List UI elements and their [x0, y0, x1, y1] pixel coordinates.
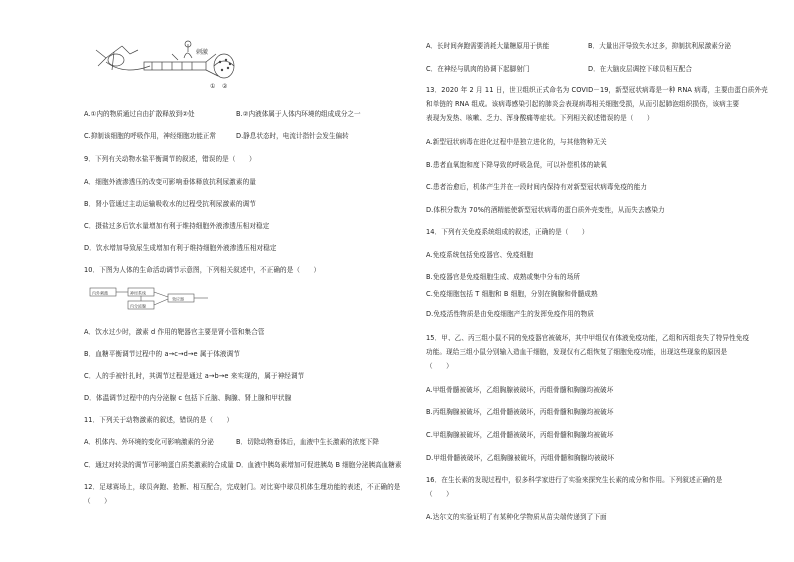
diagram-label-stimulus: 刺激 [196, 49, 209, 56]
q9-option-d: D．饮水增加导致尿生成增加有利于维持细胞外液渗透压相对稳定 [84, 244, 277, 252]
q10-stem: 10．下图为人体的生命活动调节示意图，下列相关叙述中，不正确的是（ ） [84, 266, 321, 274]
q9-option-a: A．细胞外液渗透压的改变可影响垂体释放抗利尿激素的量 [84, 178, 256, 186]
q15-option-d: D.甲组骨髓被破坏，乙组胸腺被破坏，丙组骨髓和胸腺均被破坏 [426, 454, 615, 462]
q10-option-a: A．饮水过少时，激素 d 作用的靶器官主要是肾小管和集合管 [84, 328, 265, 336]
q13-stem-line3: 表现为发热、咳嗽、乏力、浑身酸痛等症状。下列相关叙述错误的是（ ） [426, 114, 654, 122]
q15-stem-line2: 功能。现给三组小鼠分别输入造血干细胞，发现仅有乙组恢复了细胞免疫功能，出现这些现象的原因是 [426, 348, 728, 356]
q12-option-c: C．在神经与肌肉的协调下起脚射门 [426, 65, 530, 73]
q12-option-a: A．长时间奔跑需要消耗大量糖原用于供能 [426, 42, 550, 50]
q15-option-b: B.丙组胸腺被破坏，乙组骨髓被破坏，丙组骨髓和胸腺均被破坏 [426, 408, 614, 416]
q14-option-d: D.免疫活性物质是由免疫细胞产生的发挥免疫作用的物质 [426, 310, 595, 318]
regulation-flow-diagram [88, 286, 228, 312]
q11-option-c: C．通过对转录的调节可影响蛋白质类激素的合成量 [84, 461, 234, 469]
q13-option-c: C.患者治愈后，机体产生并在一段时间内保持有对新型冠状病毒免疫的能力 [426, 183, 648, 191]
q12-option-b: B．大量出汗导致失水过多，抑制抗利尿激素分泌 [588, 42, 731, 50]
q14-stem: 14．下列有关免疫系统组成的叙述，正确的是（ ） [426, 228, 589, 236]
q8-option-d: D.静息状态时，电流计指针会发生偏转 [236, 132, 349, 140]
q15-option-c: C.甲组胸腺被破坏，乙组骨髓被破坏，丙组骨髓和胸腺均被破坏 [426, 431, 614, 439]
q13-option-b: B.患者血氧饱和度下降导致的呼吸急促，可以补偿机体的缺氧 [426, 161, 607, 169]
flow-box-4: 效应器 [172, 296, 184, 302]
neuron-diagram [92, 40, 242, 92]
q16-option-a: A.达尔文的实验证明了有某种化学物质从苗尖端传递到了下面 [426, 513, 607, 521]
q10-option-b: B．血糖平衡调节过程中的 a→c→d→e 属于体液调节 [84, 350, 240, 358]
q9-stem: 9．下列有关动物水盐平衡调节的叙述，错误的是（ ） [84, 155, 256, 163]
q12-stem-line1: 12．足球赛场上，球员奔跑、抢断、相互配合，完成射门。对比赛中球员机体生理功能的表述，不正确的是 [84, 483, 401, 491]
flow-box-2: 神经系统 [130, 290, 146, 296]
q13-stem-line1: 13．2020 年 2 月 11 日，世卫组织正式命名为 COVID－19，新型冠状病毒是一种 RNA 病毒，主要由蛋白质外壳 [426, 86, 768, 94]
q11-option-a: A．机体内、外环境的变化可影响激素的分泌 [84, 438, 214, 446]
q14-option-a: A.免疫系统包括免疫器官、免疫细胞 [426, 251, 534, 259]
q11-option-d: D．血液中胰岛素增加可促进胰岛 B 细胞分泌胰高血糖素 [236, 461, 402, 469]
q14-option-c: C.免疫细胞包括 T 细胞和 B 细胞，分别在胸腺和骨髓成熟 [426, 290, 598, 298]
q13-stem-line2: 和单链的 RNA 组成。该病毒感染引起的肺炎会表现病毒相关细胞受损，从而引起肺泡组织损伤，该病主要 [426, 100, 740, 108]
flow-box-3: 内分泌腺 [130, 303, 146, 309]
q14-option-b: B.免疫器官是免疫细胞生成、成熟或集中分布的场所 [426, 273, 581, 281]
q16-stem-line2: （ ） [426, 490, 453, 498]
q15-option-a: A.甲组骨髓被破坏，乙组胸腺被破坏，丙组骨髓和胸腺均被破坏 [426, 386, 614, 394]
q13-option-d: D.体积分数为 70%的酒精能使新型冠状病毒的蛋白质外壳变性，从而失去感染力 [426, 206, 665, 214]
q16-stem-line1: 16．在生长素的发现过程中，很多科学家进行了实验来探究生长素的成分和作用。下列叙述正确的是 [426, 476, 723, 484]
diagram-label-1: ① [210, 83, 216, 90]
q9-option-b: B．肾小管通过主动运输吸收水的过程受抗利尿激素的调节 [84, 200, 256, 208]
q8-option-b: B.②内液体属于人体内环境的组成成分之一 [236, 110, 361, 118]
diagram-label-2: ② [222, 83, 228, 90]
flow-box-1: 内外刺激 [92, 290, 108, 296]
q11-option-b: B．切除动物垂体后，血液中生长激素的浓度下降 [236, 438, 379, 446]
q8-option-a: A.①内的物质通过自由扩散释放到②处 [84, 110, 195, 118]
q15-stem-line3: （ ） [426, 362, 453, 370]
q8-option-c: C.抑制该细胞的呼吸作用，神经细胞功能正常 [84, 132, 216, 140]
q11-stem: 11．下列关于动物激素的叙述，错误的是（ ） [84, 416, 234, 424]
q15-stem-line1: 15．甲、乙、丙三组小鼠不同的免疫器官被破坏，其中甲组仅有体液免疫功能，乙组和丙组丧失了特异性免疫 [426, 334, 750, 342]
q10-option-c: C．人的手被针扎时，其调节过程是通过 a→b→e 来实现的，属于神经调节 [84, 372, 305, 380]
q10-option-d: D．体温调节过程中的内分泌腺 c 包括下丘脑、胸腺、肾上腺和甲状腺 [84, 394, 292, 402]
q12-option-d: D．在大脑皮层调控下球员相互配合 [588, 65, 692, 73]
q12-stem-line2: （ ） [84, 497, 111, 505]
q13-option-a: A.新型冠状病毒在进化过程中是独立进化的，与其他物种无关 [426, 138, 607, 146]
q9-option-c: C．摄盐过多后饮水量增加有利于维持细胞外液渗透压相对稳定 [84, 222, 270, 230]
